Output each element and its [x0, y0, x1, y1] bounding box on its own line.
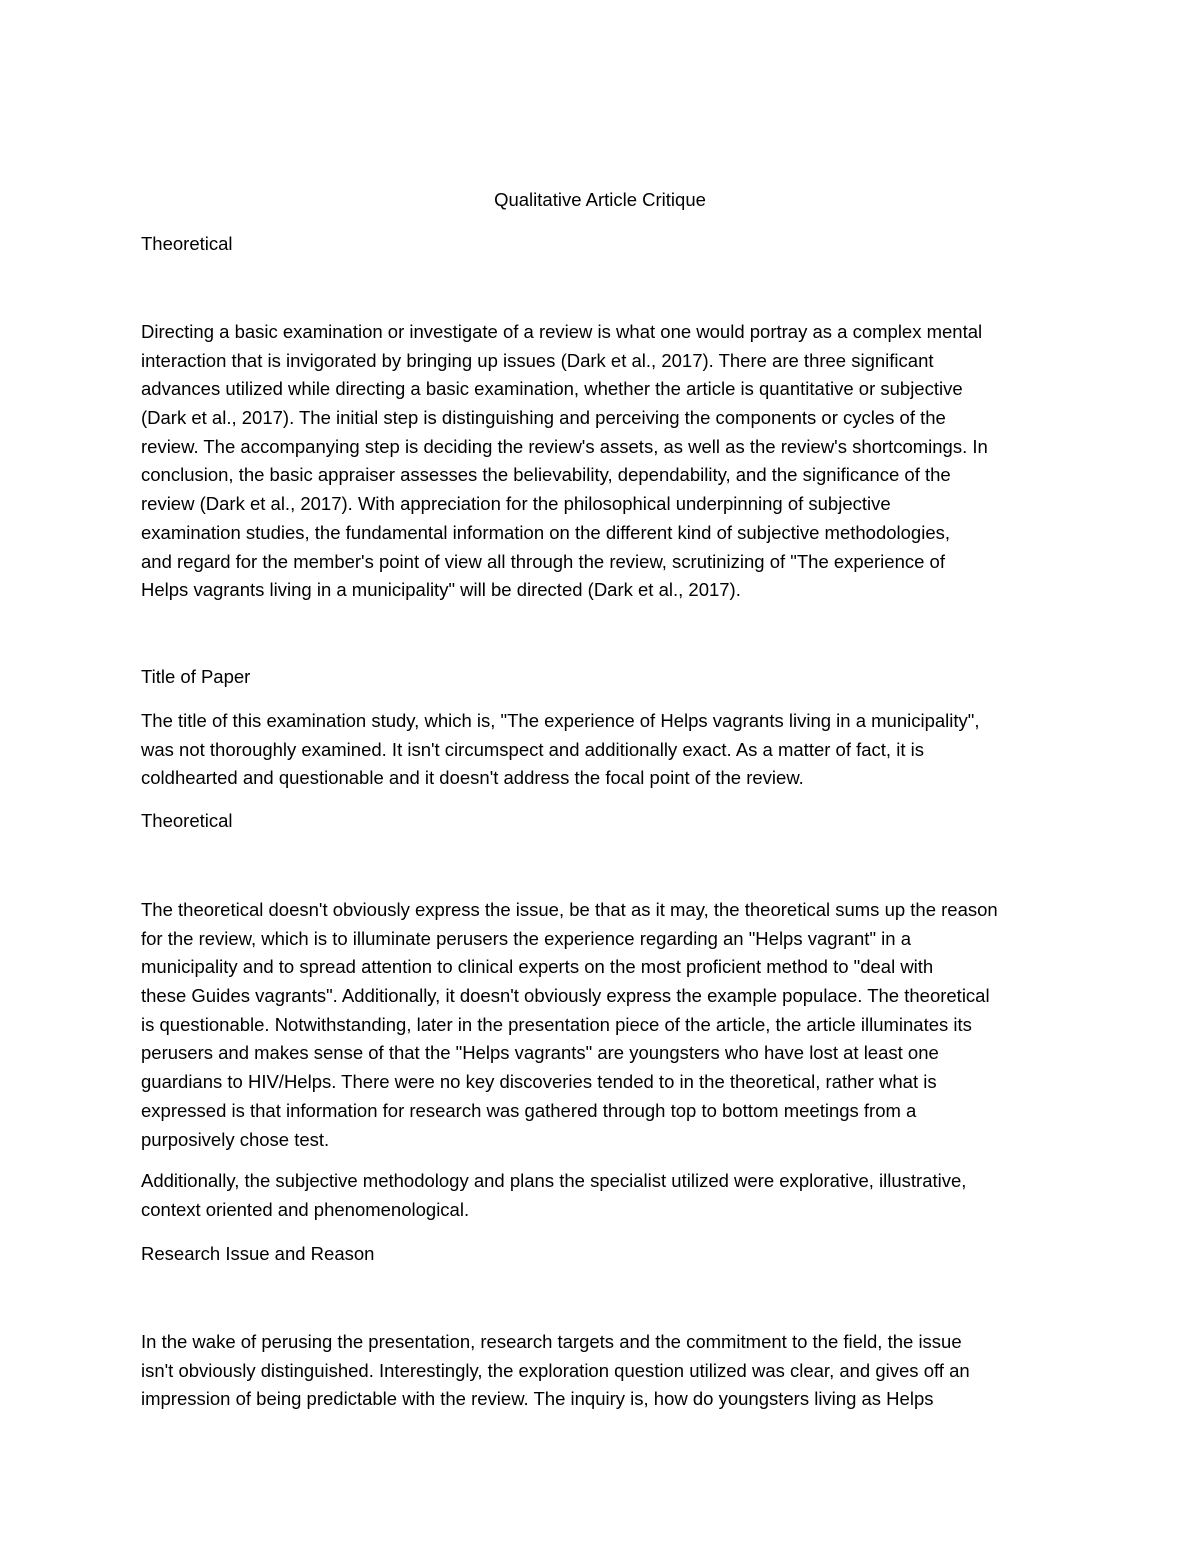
text-line: municipality and to spread attention to clinical experts on the most proficient method to "deal with [141, 956, 934, 978]
text-line: perusers and makes sense of that the "Helps vagrants" are youngsters who have lost at least one [141, 1042, 939, 1064]
text-line: purposively chose test. [141, 1128, 330, 1150]
document-title: Qualitative Article Critique [494, 189, 706, 210]
text-line: interaction that is invigorated by bringing up issues (Dark et al., 2017). There are three significant [141, 349, 934, 371]
section-heading-title-of-paper: Title of Paper [141, 666, 251, 687]
text-line: was not thoroughly examined. It isn't circumspect and additionally exact. As a matter of fact, it is [141, 738, 924, 760]
section-heading-theoretical-2: Theoretical [141, 810, 233, 831]
paragraph-methodology [141, 1167, 1066, 1224]
paragraph-title-of-paper [141, 707, 1066, 793]
text-line: coldhearted and questionable and it doesn't address the focal point of the review. [141, 767, 804, 789]
text-line: In the wake of perusing the presentation, research targets and the commitment to the field, the issue [141, 1331, 962, 1352]
text-line: and regard for the member's point of view all through the review, scrutinizing of "The experience of [141, 550, 945, 572]
paragraph-research-issue [141, 1328, 1066, 1414]
text-line: examination studies, the fundamental information on the different kind of subjective methodologies, [141, 521, 951, 543]
text-line: conclusion, the basic appraiser assesses the believability, dependability, and the significance of the [141, 464, 951, 486]
section-heading-research-issue: Research Issue and Reason [141, 1243, 375, 1264]
paragraph-theoretical-intro [141, 318, 1066, 605]
text-line: impression of being predictable with the review. The inquiry is, how do youngsters living as Helps [141, 1388, 934, 1410]
text-line: Additionally, the subjective methodology and plans the specialist utilized were explorative, illustrative, [141, 1170, 967, 1191]
paragraph-theoretical-abstract [141, 896, 1066, 1154]
text-line: The theoretical doesn't obviously express the issue, be that as it may, the theoretical sums up the reason [141, 899, 998, 920]
text-line: guardians to HIV/Helps. There were no key discoveries tended to in the theoretical, rather what is [141, 1071, 937, 1093]
text-line: review. The accompanying step is deciding the review's assets, as well as the review's shortcomings. In [141, 435, 988, 457]
text-line: context oriented and phenomenological. [141, 1198, 470, 1220]
text-line: advances utilized while directing a basic examination, whether the article is quantitative or subjective [141, 378, 963, 400]
text-line: for the review, which is to illuminate perusers the experience regarding an "Helps vagrant" in a [141, 927, 911, 949]
text-line: Directing a basic examination or investigate of a review is what one would portray as a complex mental [141, 321, 983, 342]
text-line: is questionable. Notwithstanding, later in the presentation piece of the article, the article illuminates its [141, 1013, 972, 1035]
section-heading-theoretical: Theoretical [141, 233, 233, 254]
text-line: these Guides vagrants". Additionally, it doesn't obviously express the example populace. The theoretical [141, 985, 990, 1007]
text-line: isn't obviously distinguished. Interestingly, the exploration question utilized was clear, and gives off an [141, 1359, 970, 1381]
text-line: (Dark et al., 2017). The initial step is distinguishing and perceiving the components or cycles of the [141, 407, 946, 429]
text-line: The title of this examination study, which is, "The experience of Helps vagrants living in a municipality", [141, 710, 980, 731]
text-line: Helps vagrants living in a municipality" will be directed (Dark et al., 2017). [141, 579, 741, 601]
text-line: review (Dark et al., 2017). With appreciation for the philosophical underpinning of subjective [141, 493, 891, 515]
text-line: expressed is that information for research was gathered through top to bottom meetings from a [141, 1099, 917, 1121]
